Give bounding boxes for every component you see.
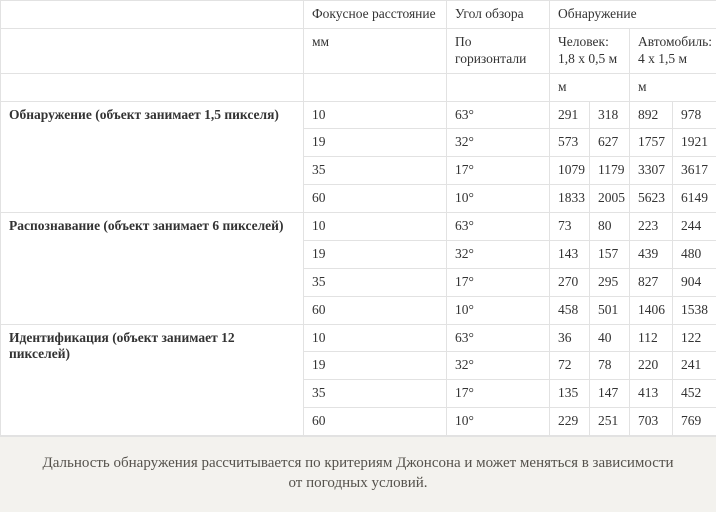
cell-focal: 35 xyxy=(304,157,447,185)
cell-angle: 63° xyxy=(447,213,550,241)
cell-human-2: 295 xyxy=(590,268,630,296)
cell-human-2: 80 xyxy=(590,213,630,241)
cell-human-1: 458 xyxy=(550,296,590,324)
table-row xyxy=(1,101,716,129)
header-view-angle: Угол обзора xyxy=(447,1,550,29)
cell-focal: 10 xyxy=(304,324,447,352)
header-focal-length: Фокусное расстояние xyxy=(304,1,447,29)
cell-angle: 10° xyxy=(447,185,550,213)
cell-vehicle-2: 978 xyxy=(673,101,716,129)
cell-vehicle-2: 6149 xyxy=(673,185,716,213)
cell-vehicle-2: 904 xyxy=(673,268,716,296)
cell-vehicle-1: 1406 xyxy=(630,296,673,324)
cell-vehicle-1: 220 xyxy=(630,352,673,380)
cell-vehicle-2: 1538 xyxy=(673,296,716,324)
section-label-identification: Идентификация (объект занимает 12 пикселей) xyxy=(1,324,304,436)
cell-angle: 63° xyxy=(447,324,550,352)
cell-vehicle-1: 413 xyxy=(630,380,673,408)
cell-human-2: 501 xyxy=(590,296,630,324)
cell-human-2: 78 xyxy=(590,352,630,380)
header-corner-cell xyxy=(1,1,304,29)
table-row xyxy=(1,324,716,352)
cell-focal: 60 xyxy=(304,408,447,436)
header-target-human: Человек: 1,8 x 0,5 м xyxy=(550,28,630,73)
header-unit-vehicle: м xyxy=(630,73,716,101)
cell-vehicle-2: 769 xyxy=(673,408,716,436)
cell-human-2: 2005 xyxy=(590,185,630,213)
cell-focal: 60 xyxy=(304,296,447,324)
cell-human-2: 318 xyxy=(590,101,630,129)
cell-focal: 19 xyxy=(304,352,447,380)
section-label-recognition: Распознавание (объект занимает 6 пикселей) xyxy=(1,213,304,325)
cell-human-1: 72 xyxy=(550,352,590,380)
cell-focal: 19 xyxy=(304,240,447,268)
header-row-3 xyxy=(1,73,716,101)
cell-angle: 32° xyxy=(447,352,550,380)
cell-human-1: 135 xyxy=(550,380,590,408)
cell-focal: 35 xyxy=(304,380,447,408)
table-footnote: Дальность обнаружения рассчитывается по критериям Джонсона и может меняться в зависимости от погодных условий. xyxy=(0,436,716,512)
cell-vehicle-1: 112 xyxy=(630,324,673,352)
cell-vehicle-1: 5623 xyxy=(630,185,673,213)
cell-human-1: 291 xyxy=(550,101,590,129)
cell-focal: 35 xyxy=(304,268,447,296)
cell-angle: 32° xyxy=(447,240,550,268)
cell-vehicle-1: 3307 xyxy=(630,157,673,185)
cell-vehicle-2: 1921 xyxy=(673,129,716,157)
cell-vehicle-2: 3617 xyxy=(673,157,716,185)
cell-angle: 32° xyxy=(447,129,550,157)
header-focal-unit-blank xyxy=(304,73,447,101)
cell-vehicle-1: 223 xyxy=(630,213,673,241)
cell-angle: 17° xyxy=(447,157,550,185)
cell-vehicle-2: 122 xyxy=(673,324,716,352)
cell-focal: 10 xyxy=(304,101,447,129)
cell-human-2: 251 xyxy=(590,408,630,436)
cell-human-1: 1833 xyxy=(550,185,590,213)
cell-angle: 10° xyxy=(447,408,550,436)
cell-human-2: 147 xyxy=(590,380,630,408)
cell-vehicle-1: 892 xyxy=(630,101,673,129)
header-detection: Обнаружение xyxy=(550,1,716,29)
header-corner-cell-2 xyxy=(1,28,304,73)
header-view-angle-sub: По горизонтали xyxy=(447,28,550,73)
header-row-1 xyxy=(1,1,716,29)
cell-vehicle-2: 480 xyxy=(673,240,716,268)
cell-vehicle-1: 1757 xyxy=(630,129,673,157)
cell-angle: 17° xyxy=(447,380,550,408)
cell-human-1: 229 xyxy=(550,408,590,436)
cell-vehicle-1: 827 xyxy=(630,268,673,296)
header-corner-cell-3 xyxy=(1,73,304,101)
table-body xyxy=(1,1,716,436)
cell-human-1: 73 xyxy=(550,213,590,241)
cell-human-2: 40 xyxy=(590,324,630,352)
cell-human-1: 1079 xyxy=(550,157,590,185)
cell-human-1: 270 xyxy=(550,268,590,296)
header-unit-human: м xyxy=(550,73,630,101)
cell-human-1: 573 xyxy=(550,129,590,157)
header-row-2 xyxy=(1,28,716,73)
section-label-detection: Обнаружение (объект занимает 1,5 пикселя) xyxy=(1,101,304,213)
cell-focal: 10 xyxy=(304,213,447,241)
cell-vehicle-2: 241 xyxy=(673,352,716,380)
cell-human-1: 36 xyxy=(550,324,590,352)
cell-human-1: 143 xyxy=(550,240,590,268)
cell-vehicle-2: 452 xyxy=(673,380,716,408)
cell-focal: 60 xyxy=(304,185,447,213)
cell-focal: 19 xyxy=(304,129,447,157)
cell-human-2: 627 xyxy=(590,129,630,157)
header-target-vehicle: Автомобиль: 4 x 1,5 м xyxy=(630,28,716,73)
header-angle-unit-blank xyxy=(447,73,550,101)
table-row xyxy=(1,213,716,241)
cell-angle: 63° xyxy=(447,101,550,129)
cell-angle: 10° xyxy=(447,296,550,324)
cell-human-2: 157 xyxy=(590,240,630,268)
cell-vehicle-1: 703 xyxy=(630,408,673,436)
cell-vehicle-2: 244 xyxy=(673,213,716,241)
cell-angle: 17° xyxy=(447,268,550,296)
header-focal-unit: мм xyxy=(304,28,447,73)
cell-human-2: 1179 xyxy=(590,157,630,185)
cell-vehicle-1: 439 xyxy=(630,240,673,268)
